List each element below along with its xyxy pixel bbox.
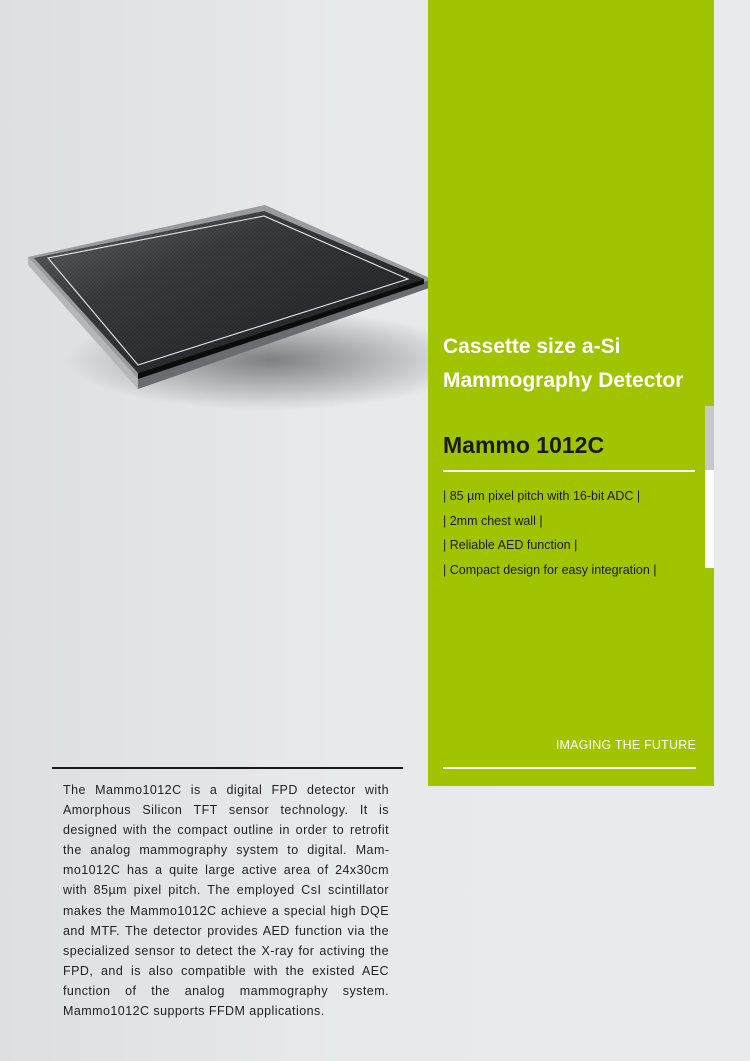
product-headline [443, 330, 713, 398]
side-marker-white [705, 470, 714, 568]
description-divider [52, 767, 403, 769]
headline-line-1: Cassette size a-Si [443, 335, 621, 358]
headline-line-2: Mammography Detector [443, 369, 684, 392]
model-divider [443, 470, 695, 472]
model-name: Mammo 1012C [443, 432, 605, 458]
feature-item: | Reliable AED function | [443, 538, 578, 552]
product-description: The Mammo1012C is a digital FPD detector with Amorphous Silicon TFT sensor technology. It is designed with the compact outline in order to retrofit the analog mammography system to digital. Mammo1012C has a quite large active area of 24x30cm with 85µm pixel pitch. The employed CsI scintillator makes the Mammo1012C achieve a special high DQE and MTF. The detector provides AED function via the specialized sensor to detect the X-ray for activing the FPD, and is also compatible with the existed AEC function of the analog mammography system. Mammo1012C supports FFDM applications. [63, 783, 389, 1019]
feature-item: | 2mm chest wall | [443, 513, 543, 528]
detector-product-image [20, 195, 450, 425]
tagline-divider [443, 767, 696, 769]
feature-item: | 85 µm pixel pitch with 16-bit ADC | [443, 489, 641, 503]
side-marker-grey [705, 406, 714, 470]
tagline: IMAGING THE FUTURE [555, 738, 696, 752]
feature-list [443, 484, 708, 582]
feature-item: | Compact design for easy integration | [443, 562, 657, 577]
